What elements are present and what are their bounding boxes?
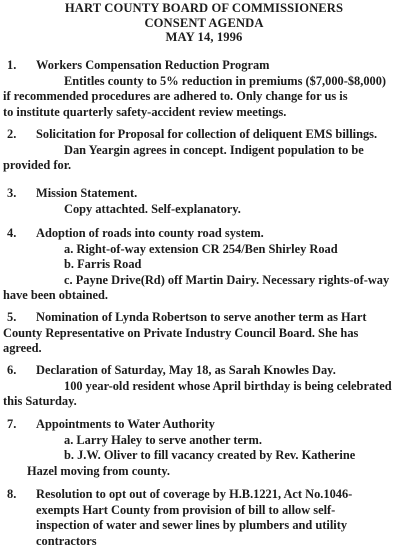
item-number: 8. [7,487,17,501]
item-body [3,363,404,410]
item-line: Nomination of Lynda Robertson to serve another term as Hart [36,310,367,324]
item-number: 1. [7,58,17,72]
item-line: Resolution to opt out of coverage by H.B.1221, Act No.1046- [36,487,353,501]
item-number: 4. [7,226,17,240]
item-body [27,417,404,479]
item-line: this Saturday. [3,394,77,409]
item-number: 6. [7,363,17,377]
item-line: c. Payne Drive(Rd) off Martin Dairy. Necessary rights-of-way [64,272,390,287]
header-subtitle: CONSENT AGENDA [144,15,264,30]
document-header [0,1,408,45]
item-body [3,58,404,120]
item-line: inspection of water and sewer lines by plumbers and utility [36,518,348,533]
item-line: b. J.W. Oliver to fill vacancy created by Rev. Katherine [64,448,356,463]
item-line: Hazel moving from county. [27,463,170,478]
item-line: to institute quarterly safety-accident review meetings. [3,104,287,119]
item-line: Workers Compensation Reduction Program [36,58,270,72]
item-body [36,186,404,217]
item-line: Dan Yeargin agrees in concept. Indigent population to be [64,142,364,157]
item-number: 3. [7,186,17,200]
item-line: Declaration of Saturday, May 18, as Sarah Knowles Day. [36,363,336,377]
item-line: exempts Hart County from provision of bill to allow self- [36,502,336,517]
item-line: a. Right-of-way extension CR 254/Ben Shirley Road [64,241,338,256]
item-line: have been obtained. [3,288,108,303]
item-line: b. Farris Road [64,257,142,272]
item-body [36,487,404,549]
item-body [3,226,404,304]
item-line: 100 year-old resident whose April birthday is being celebrated [64,378,392,393]
item-line: contractors [36,533,97,548]
item-line: Mission Statement. [36,186,138,200]
item-line: Appointments to Water Authority [36,417,215,431]
item-line: Adoption of roads into county road system. [36,226,264,240]
item-body [3,127,404,174]
item-line: provided for. [3,158,72,173]
header-date: MAY 14, 1996 [165,30,243,44]
item-line: County Representative on Private Industry Council Board. She has [3,325,359,340]
item-number: 7. [7,417,17,431]
header-title: HART COUNTY BOARD OF COMMISSIONERS [64,1,344,15]
item-line: agreed. [3,341,42,356]
item-body [3,310,404,357]
item-number: 2. [7,127,17,141]
item-line: if recommended procedures are adhered to. Only change for us is [3,89,348,104]
item-number: 5. [7,310,17,324]
item-line: Entitles county to 5% reduction in premiums ($7,000-$8,000) [64,73,387,88]
item-line: Solicitation for Proposal for collection of deliquent EMS billings. [36,127,378,141]
item-line: a. Larry Haley to serve another term. [64,432,262,447]
item-line: Copy attachted. Self-explanatory. [64,201,241,216]
